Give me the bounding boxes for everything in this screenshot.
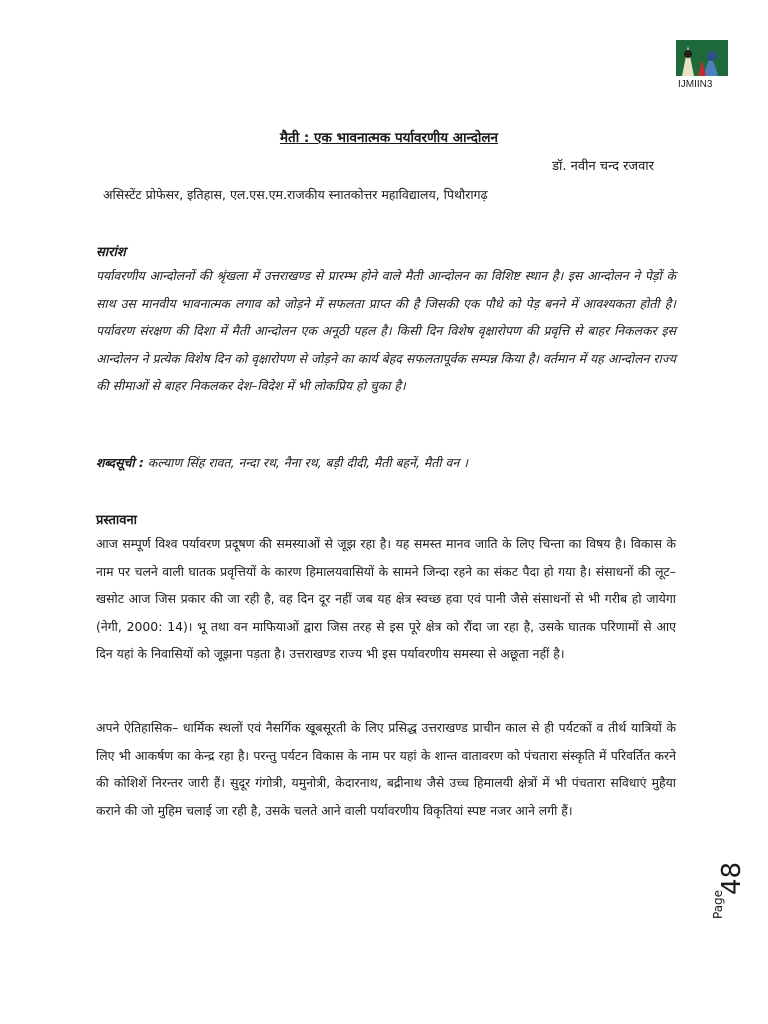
keywords-label: शब्दसूची : bbox=[96, 455, 144, 470]
logo-text: IJMIIN3 bbox=[678, 79, 713, 90]
author-name: डॉ. नवीन चन्द रजवार bbox=[552, 159, 654, 174]
abstract-heading: सारांश bbox=[96, 245, 126, 260]
abstract-text: पर्यावरणीय आन्दोलनों की श्रृंखला में उत्तराखण्ड से प्रारम्भ होने वाले मैती आन्दोलन का विशिष्ट स्थान है। इस आन्दोलन ने पेड़ों के साथ उस मानवीय भावनात्मक लगाव को जोड़ने में सफलता प्राप्त की है जिसकी एक पौधे को पेड़ बनने में आवश्यकता होती है। पर्यावरण संरक्षण की दिशा में मैती आन्दोलन एक अनूठी पहल है। किसी दिन विशेष वृक्षारोपण की प्रवृत्ति से बाहर निकलकर इस आन्दोलन ने प्रत्येक विशेष दिन को वृक्षारोपण से जोड़ने का कार्य बेहद सफलतापूर्वक सम्पन्न किया है। वर्तमान में यह आन्दोलन राज्य की सीमाओं से बाहर निकलकर देश–विदेश में भी लोकप्रिय हो चुका है। bbox=[96, 268, 676, 393]
introduction-paragraph-1: आज सम्पूर्ण विश्व पर्यावरण प्रदूषण की समस्याओं से जूझ रहा है। यह समस्त मानव जाति के लिए चिन्ता का विषय है। विकास के नाम पर चलने वाली घातक प्रवृत्तियों के कारण हिमालयवासियों के सामने जिन्दा रहने का संकट पैदा हो गया है। संसाधनों की लूट–खसोट आज जिस प्रकार की जा रही है, वह दिन दूर नहीं जब यह क्षेत्र स्वच्छ हवा एवं पानी जैसे संसाधनों से भी गरीब हो जायेगा (नेगी, 2000: 14)। भू तथा वन माफियाओं द्वारा जिस तरह से इस पूरे क्षेत्र को रौंदा जा रहा है, उसके घातक परिणामों से आए दिन यहां के निवासियों को जूझना पड़ता है। उत्तराखण्ड राज्य भी इस पर्यावरणीय समस्या से अछूता नहीं है। bbox=[96, 536, 676, 661]
keywords-text: कल्याण सिंह रावत, नन्दा रथ, नैना रथ, बड़ी दीदी, मैती बहनें, मैती वन । bbox=[143, 455, 468, 470]
keywords-line bbox=[96, 454, 468, 471]
page-number-block bbox=[707, 855, 747, 925]
author-affiliation: असिस्टेंट प्रोफेसर, इतिहास, एल.एस.एम.राजकीय स्नातकोत्तर महाविद्यालय, पिथौरागढ़ bbox=[103, 187, 488, 202]
introduction-heading: प्रस्तावना bbox=[96, 513, 138, 528]
page-label: Page bbox=[711, 889, 725, 919]
article-title: मैती : एक भावनात्मक पर्यावरणीय आन्दोलन bbox=[279, 130, 499, 146]
page-number: 48 bbox=[717, 861, 747, 895]
journal-logo-icon bbox=[674, 38, 730, 90]
introduction-paragraph-2: अपने ऐतिहासिक– धार्मिक स्थलों एवं नैसर्गिक खूबसूरती के लिए प्रसिद्ध उत्तराखण्ड प्राचीन काल से ही पर्यटकों व तीर्थ यात्रियों के लिए भी आकर्षण का केन्द्र रहा है। परन्तु पर्यटन विकास के नाम पर यहां के शान्त वातावरण को पंचतारा संस्कृति में परिवर्तित करने की कोशिशें निरन्तर जारी हैं। सुदूर गंगोत्री, यमुनोत्री, केदारनाथ, बद्रीनाथ जैसे उच्च हिमालयी क्षेत्रों में भी पंचतारा सविधाएं मुहैया कराने की जो मुहिम चलाई जा रही है, उसके चलते आने वाली पर्यावरणीय विकृतियां स्पष्ट नजर आने लगी हैं। bbox=[96, 720, 676, 818]
